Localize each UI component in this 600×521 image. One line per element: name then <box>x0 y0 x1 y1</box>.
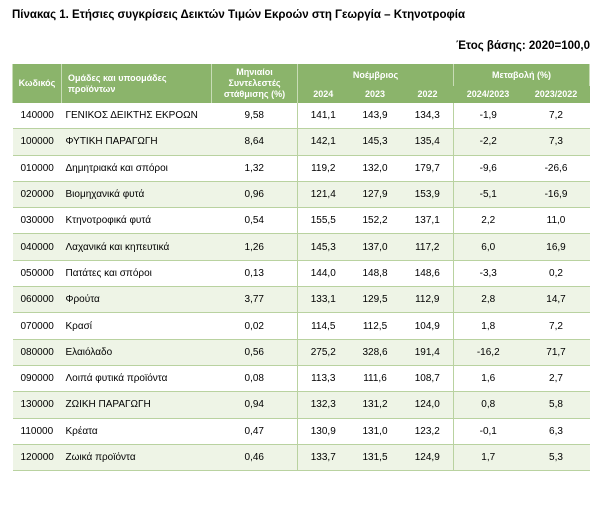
row-value-2022: 191,4 <box>402 339 454 365</box>
table-row <box>13 234 590 260</box>
row-group-name: ΖΩΙΚΗ ΠΑΡΑΓΩΓΗ <box>62 392 212 418</box>
row-code: 050000 <box>20 267 54 279</box>
table-row <box>13 392 590 418</box>
row-value-2023: 145,3 <box>349 129 402 155</box>
row-group-name: Κτηνοτροφικά φυτά <box>65 215 151 227</box>
table-row <box>13 129 590 155</box>
header-group: Ομάδες και υποομάδες προϊόντων <box>62 64 212 103</box>
price-index-table <box>12 64 590 471</box>
row-change-2024-2023: 2,2 <box>454 208 523 234</box>
row-group-name: Κρασί <box>65 320 93 332</box>
row-change-2024-2023: 1,8 <box>454 313 523 339</box>
table-row <box>13 313 590 339</box>
row-weight: 0,47 <box>244 425 264 437</box>
row-change-2024-2023: -5,1 <box>454 181 523 207</box>
row-value-2023: 131,2 <box>349 392 402 418</box>
row-change-2023-2022: 6,3 <box>549 425 563 437</box>
row-value-2023: 137,0 <box>349 234 402 260</box>
row-weight: 0,54 <box>244 215 264 227</box>
row-change-2023-2022: -16,9 <box>523 181 590 207</box>
row-weight: 0,13 <box>244 267 264 279</box>
row-value-2023: 132,0 <box>362 162 388 174</box>
row-change-2024-2023: 1,7 <box>454 444 523 470</box>
header-weights: Μηνιαίοι Συντελεστές στάθμισης (%) <box>212 64 298 103</box>
row-value-2022: 104,9 <box>414 320 440 332</box>
row-code: 100000 <box>13 129 62 155</box>
row-weight: 0,02 <box>244 320 264 332</box>
table-row <box>13 208 590 234</box>
row-change-2024-2023: -3,3 <box>454 260 523 286</box>
table-title: Πίνακας 1. Ετήσιες συγκρίσεις Δεικτών Τιμών Εκροών στη Γεωργία – Κτηνοτροφία <box>12 9 466 21</box>
row-value-2022: 148,6 <box>414 267 440 279</box>
row-value-2023: 131,5 <box>349 444 402 470</box>
row-change-2024-2023: 0,8 <box>454 392 523 418</box>
row-code: 030000 <box>20 215 54 227</box>
row-change-2024-2023: -2,2 <box>454 129 523 155</box>
row-change-2024-2023: -16,2 <box>454 339 523 365</box>
row-weight: 0,56 <box>212 339 298 365</box>
table-row <box>13 339 590 365</box>
table-row <box>13 260 590 286</box>
row-value-2022: 117,2 <box>402 234 454 260</box>
table-row <box>13 418 590 444</box>
table-row <box>13 103 590 129</box>
header-year-2023: 2023 <box>349 86 402 103</box>
header-change-2024-2023: 2024/2023 <box>454 86 523 103</box>
row-code: 080000 <box>13 339 62 365</box>
row-code: 120000 <box>13 444 62 470</box>
row-value-2023: 152,2 <box>362 215 388 227</box>
table-row <box>13 287 590 313</box>
row-change-2024-2023: -0,1 <box>454 418 523 444</box>
row-group-name: Ζωικά προϊόντα <box>62 444 212 470</box>
header-change: Μεταβολή (%) <box>454 64 590 86</box>
row-value-2022: 124,0 <box>402 392 454 418</box>
row-value-2022: 123,2 <box>414 425 440 437</box>
row-value-2023: 127,9 <box>349 181 402 207</box>
row-value-2023: 129,5 <box>349 287 402 313</box>
header-year-2024: 2024 <box>298 86 349 103</box>
row-code: 020000 <box>13 181 62 207</box>
row-value-2023: 143,9 <box>362 110 388 122</box>
row-value-2024: 119,2 <box>298 155 349 181</box>
row-value-2022: 112,9 <box>402 287 454 313</box>
row-value-2024: 142,1 <box>298 129 349 155</box>
row-value-2022: 124,9 <box>402 444 454 470</box>
row-code: 040000 <box>13 234 62 260</box>
row-value-2024: 121,4 <box>298 181 349 207</box>
row-change-2024-2023: 1,6 <box>454 365 523 391</box>
table-row <box>13 365 590 391</box>
row-value-2023: 148,8 <box>362 267 388 279</box>
header-code: Κωδικός <box>13 64 62 103</box>
header-year-2022: 2022 <box>402 86 454 103</box>
row-group-name: Βιομηχανικά φυτά <box>62 181 212 207</box>
row-change-2024-2023: 6,0 <box>454 234 523 260</box>
row-group-name: Δημητριακά και σπόροι <box>65 162 168 174</box>
row-value-2024: 130,9 <box>298 418 349 444</box>
row-change-2023-2022: 5,3 <box>523 444 590 470</box>
base-year-note: Έτος βάσης: 2020=100,0 <box>456 40 590 52</box>
row-change-2023-2022: 7,3 <box>523 129 590 155</box>
row-weight: 0,08 <box>244 373 264 385</box>
row-code: 110000 <box>20 425 54 437</box>
row-value-2022: 108,7 <box>414 373 440 385</box>
row-change-2023-2022: 71,7 <box>523 339 590 365</box>
row-group-name: ΦΥΤΙΚΗ ΠΑΡΑΓΩΓΗ <box>62 129 212 155</box>
row-value-2024: 144,0 <box>298 260 349 286</box>
table-row <box>13 444 590 470</box>
row-value-2022: 137,1 <box>414 215 440 227</box>
row-value-2024: 155,5 <box>298 208 349 234</box>
row-change-2023-2022: 7,2 <box>549 110 563 122</box>
row-change-2023-2022: 11,0 <box>546 215 566 227</box>
row-group-name: Κρέατα <box>65 425 98 437</box>
row-value-2024: 275,2 <box>298 339 349 365</box>
row-value-2023: 112,5 <box>362 320 388 332</box>
row-weight: 1,26 <box>212 234 298 260</box>
table-body <box>13 103 590 471</box>
row-value-2024: 132,3 <box>298 392 349 418</box>
row-change-2023-2022: -26,6 <box>544 162 568 174</box>
row-code: 010000 <box>20 162 54 174</box>
header-november: Νοέμβριος <box>298 64 454 86</box>
row-value-2022: 179,7 <box>414 162 440 174</box>
row-group-name: Ελαιόλαδο <box>62 339 212 365</box>
header-change-2023-2022: 2023/2022 <box>523 86 590 103</box>
row-weight: 0,94 <box>212 392 298 418</box>
row-change-2024-2023: -9,6 <box>454 155 523 181</box>
row-code: 090000 <box>20 373 54 385</box>
row-value-2023: 131,0 <box>362 425 388 437</box>
row-change-2023-2022: 7,2 <box>549 320 563 332</box>
row-value-2024: 114,5 <box>298 313 349 339</box>
row-group-name: Λοιπά φυτικά προϊόντα <box>65 373 168 385</box>
row-weight: 3,77 <box>212 287 298 313</box>
row-change-2023-2022: 5,8 <box>523 392 590 418</box>
row-code: 130000 <box>13 392 62 418</box>
row-group-name: Πατάτες και σπόροι <box>65 267 152 279</box>
row-group-name: Λαχανικά και κηπευτικά <box>62 234 212 260</box>
row-change-2024-2023: 2,8 <box>454 287 523 313</box>
row-change-2023-2022: 0,2 <box>549 267 563 279</box>
row-change-2023-2022: 2,7 <box>549 373 563 385</box>
row-value-2022: 153,9 <box>402 181 454 207</box>
row-value-2024: 133,1 <box>298 287 349 313</box>
row-code: 070000 <box>20 320 54 332</box>
row-value-2024: 145,3 <box>298 234 349 260</box>
row-code: 140000 <box>20 110 54 122</box>
row-weight: 8,64 <box>212 129 298 155</box>
row-weight: 9,58 <box>244 110 264 122</box>
row-value-2024: 133,7 <box>298 444 349 470</box>
row-change-2023-2022: 16,9 <box>523 234 590 260</box>
row-value-2024: 113,3 <box>298 365 349 391</box>
row-code: 060000 <box>13 287 62 313</box>
row-group-name: Φρούτα <box>62 287 212 313</box>
row-change-2023-2022: 14,7 <box>523 287 590 313</box>
table-row <box>13 155 590 181</box>
row-value-2022: 134,3 <box>414 110 440 122</box>
row-value-2022: 135,4 <box>402 129 454 155</box>
table-row <box>13 181 590 207</box>
row-weight: 0,46 <box>212 444 298 470</box>
row-weight: 1,32 <box>244 162 264 174</box>
row-change-2024-2023: -1,9 <box>454 103 523 129</box>
row-value-2023: 328,6 <box>349 339 402 365</box>
row-value-2023: 111,6 <box>363 373 387 385</box>
row-weight: 0,96 <box>212 181 298 207</box>
row-group-name: ΓΕΝΙΚΟΣ ΔΕΙΚΤΗΣ ΕΚΡΟΩΝ <box>65 110 198 122</box>
row-value-2024: 141,1 <box>298 103 349 129</box>
